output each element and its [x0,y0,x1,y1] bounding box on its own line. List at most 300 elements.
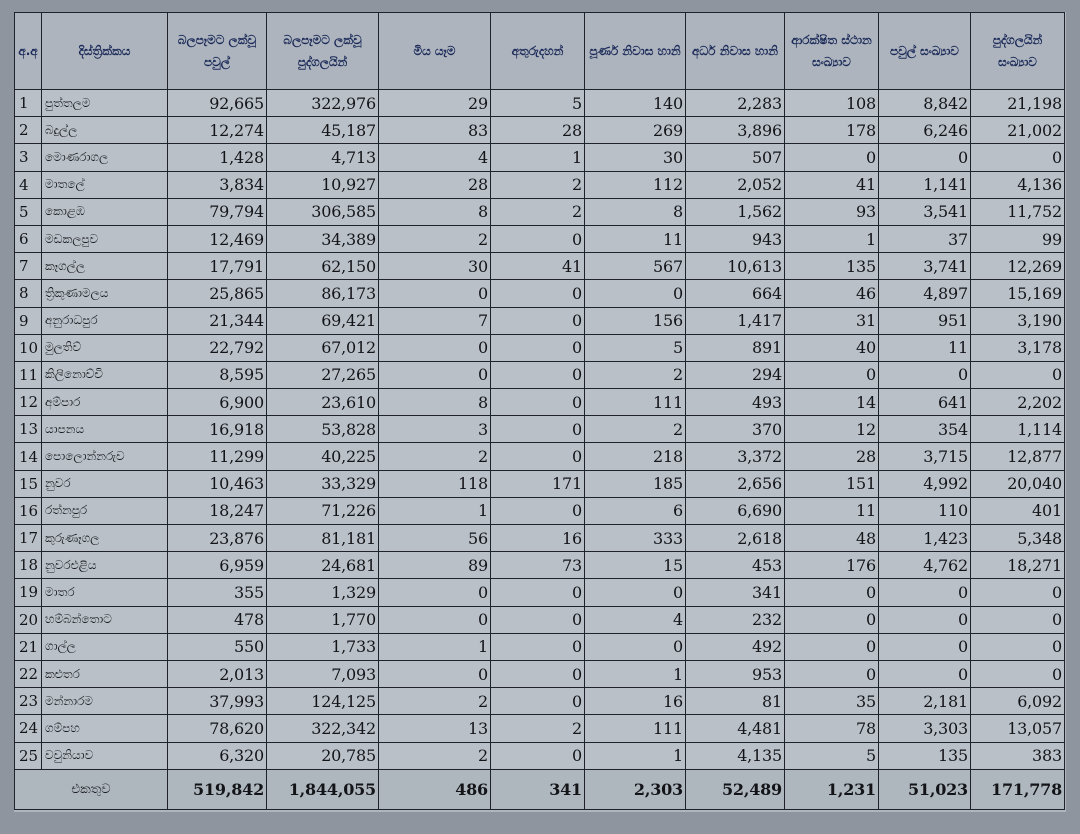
row-number-cell: 13 [15,416,42,443]
houses-partially-damaged-cell: 507 [686,144,785,171]
sheltered-persons-cell: 12,877 [971,443,1065,470]
header-missing: අතුරුදහන් [491,13,585,90]
missing-cell: 0 [491,361,585,388]
houses-fully-damaged-cell: 1 [585,742,686,770]
sheltered-persons-cell: 15,169 [971,280,1065,307]
affected-persons-cell: 33,329 [267,470,379,497]
row-number-cell: 12 [15,389,42,416]
affected-families-cell: 478 [168,606,267,633]
sheltered-persons-cell: 3,178 [971,334,1065,361]
safe-locations-cell: 178 [785,117,879,144]
missing-cell: 0 [491,633,585,660]
district-name-cell: අනුරාධපුර [42,307,168,334]
affected-persons-cell: 69,421 [267,307,379,334]
total-cell: 341 [491,770,585,810]
total-cell: 51,023 [879,770,971,810]
sheltered-persons-cell: 383 [971,742,1065,770]
sheltered-persons-cell: 0 [971,144,1065,171]
table-row [15,144,1065,171]
safe-locations-cell: 5 [785,742,879,770]
total-cell: 1,231 [785,770,879,810]
header-serial: අ.අ [15,13,42,90]
sheltered-families-cell: 2,181 [879,688,971,715]
row-number-cell: 3 [15,144,42,171]
safe-locations-cell: 0 [785,633,879,660]
header-houses-fully-damaged: පූර්ණ නිවාස හානි [585,13,686,90]
row-number-cell: 22 [15,660,42,687]
deaths-cell: 0 [379,361,491,388]
missing-cell: 0 [491,225,585,252]
safe-locations-cell: 0 [785,660,879,687]
table-row [15,117,1065,144]
affected-families-cell: 18,247 [168,497,267,524]
affected-families-cell: 355 [168,579,267,606]
affected-persons-cell: 24,681 [267,552,379,579]
affected-families-cell: 6,959 [168,552,267,579]
sheltered-families-cell: 951 [879,307,971,334]
district-name-cell: පුත්තලම [42,90,168,117]
sheltered-persons-cell: 18,271 [971,552,1065,579]
sheltered-families-cell: 0 [879,579,971,606]
houses-fully-damaged-cell: 218 [585,443,686,470]
sheltered-persons-cell: 0 [971,361,1065,388]
missing-cell: 0 [491,606,585,633]
deaths-cell: 89 [379,552,491,579]
sheltered-families-cell: 4,897 [879,280,971,307]
safe-locations-cell: 135 [785,253,879,280]
deaths-cell: 29 [379,90,491,117]
deaths-cell: 3 [379,416,491,443]
affected-families-cell: 79,794 [168,198,267,225]
deaths-cell: 7 [379,307,491,334]
sheltered-families-cell: 0 [879,144,971,171]
missing-cell: 16 [491,525,585,552]
sheltered-persons-cell: 12,269 [971,253,1065,280]
table-row [15,334,1065,361]
missing-cell: 73 [491,552,585,579]
sheltered-families-cell: 641 [879,389,971,416]
district-name-cell: අම්පාර [42,389,168,416]
deaths-cell: 83 [379,117,491,144]
houses-partially-damaged-cell: 943 [686,225,785,252]
houses-partially-damaged-cell: 2,656 [686,470,785,497]
missing-cell: 0 [491,280,585,307]
sheltered-families-cell: 3,715 [879,443,971,470]
deaths-cell: 0 [379,579,491,606]
table-row [15,307,1065,334]
affected-families-cell: 12,274 [168,117,267,144]
district-name-cell: ත්‍රිකුණාමලය [42,280,168,307]
affected-families-cell: 3,834 [168,171,267,198]
houses-fully-damaged-cell: 5 [585,334,686,361]
affected-families-cell: 11,299 [168,443,267,470]
deaths-cell: 4 [379,144,491,171]
houses-fully-damaged-cell: 11 [585,225,686,252]
table-row [15,606,1065,633]
affected-families-cell: 2,013 [168,660,267,687]
sheltered-families-cell: 8,842 [879,90,971,117]
houses-partially-damaged-cell: 4,135 [686,742,785,770]
table-row [15,633,1065,660]
houses-partially-damaged-cell: 341 [686,579,785,606]
row-number-cell: 14 [15,443,42,470]
houses-fully-damaged-cell: 1 [585,660,686,687]
affected-families-cell: 550 [168,633,267,660]
table-row [15,361,1065,388]
deaths-cell: 0 [379,334,491,361]
table-row [15,742,1065,770]
district-name-cell: නුවර [42,470,168,497]
houses-fully-damaged-cell: 333 [585,525,686,552]
district-name-cell: ගාල්ල [42,633,168,660]
safe-locations-cell: 93 [785,198,879,225]
table-row [15,525,1065,552]
header-deaths: මිය යෑම [379,13,491,90]
table-row [15,253,1065,280]
row-number-cell: 24 [15,715,42,742]
deaths-cell: 0 [379,606,491,633]
affected-persons-cell: 322,342 [267,715,379,742]
table-row [15,443,1065,470]
district-name-cell: කෑගල්ල [42,253,168,280]
sheltered-persons-cell: 4,136 [971,171,1065,198]
district-name-cell: ගම්පහ [42,715,168,742]
safe-locations-cell: 0 [785,579,879,606]
affected-persons-cell: 23,610 [267,389,379,416]
affected-persons-cell: 53,828 [267,416,379,443]
sheltered-families-cell: 3,303 [879,715,971,742]
district-name-cell: පොලොන්නරුව [42,443,168,470]
table-row [15,389,1065,416]
safe-locations-cell: 0 [785,606,879,633]
affected-persons-cell: 67,012 [267,334,379,361]
affected-persons-cell: 34,389 [267,225,379,252]
sheltered-families-cell: 6,246 [879,117,971,144]
houses-partially-damaged-cell: 10,613 [686,253,785,280]
houses-fully-damaged-cell: 2 [585,361,686,388]
sheltered-persons-cell: 20,040 [971,470,1065,497]
affected-families-cell: 12,469 [168,225,267,252]
table-row [15,579,1065,606]
missing-cell: 0 [491,579,585,606]
sheltered-persons-cell: 6,092 [971,688,1065,715]
header-sheltered-persons: පුද්ගලයින් සංඛ්‍යාව [971,13,1065,90]
total-cell: 171,778 [971,770,1065,810]
district-name-cell: කළුතර [42,660,168,687]
table-row [15,90,1065,117]
district-name-cell: බදුල්ල [42,117,168,144]
affected-families-cell: 1,428 [168,144,267,171]
row-number-cell: 9 [15,307,42,334]
deaths-cell: 2 [379,443,491,470]
houses-fully-damaged-cell: 4 [585,606,686,633]
houses-fully-damaged-cell: 140 [585,90,686,117]
missing-cell: 0 [491,660,585,687]
district-name-cell: නුවරඑළිය [42,552,168,579]
sheltered-families-cell: 11 [879,334,971,361]
deaths-cell: 0 [379,280,491,307]
safe-locations-cell: 46 [785,280,879,307]
deaths-cell: 1 [379,633,491,660]
deaths-cell: 118 [379,470,491,497]
missing-cell: 0 [491,416,585,443]
row-number-cell: 18 [15,552,42,579]
sheltered-persons-cell: 21,198 [971,90,1065,117]
affected-persons-cell: 62,150 [267,253,379,280]
safe-locations-cell: 12 [785,416,879,443]
table-row [15,280,1065,307]
row-number-cell: 7 [15,253,42,280]
district-name-cell: කිලිනොච්චි [42,361,168,388]
houses-partially-damaged-cell: 3,896 [686,117,785,144]
houses-partially-damaged-cell: 2,618 [686,525,785,552]
houses-fully-damaged-cell: 0 [585,579,686,606]
total-cell: 52,489 [686,770,785,810]
houses-partially-damaged-cell: 2,283 [686,90,785,117]
sheltered-families-cell: 0 [879,606,971,633]
district-name-cell: වවුනියාව [42,742,168,770]
safe-locations-cell: 0 [785,361,879,388]
affected-families-cell: 23,876 [168,525,267,552]
sheltered-persons-cell: 2,202 [971,389,1065,416]
missing-cell: 2 [491,198,585,225]
sheltered-persons-cell: 1,114 [971,416,1065,443]
district-name-cell: යාපනය [42,416,168,443]
row-number-cell: 10 [15,334,42,361]
sheltered-families-cell: 3,541 [879,198,971,225]
houses-partially-damaged-cell: 1,562 [686,198,785,225]
affected-persons-cell: 124,125 [267,688,379,715]
affected-families-cell: 17,791 [168,253,267,280]
total-cell: 519,842 [168,770,267,810]
deaths-cell: 8 [379,198,491,225]
safe-locations-cell: 176 [785,552,879,579]
table-row [15,198,1065,225]
sheltered-families-cell: 0 [879,361,971,388]
affected-families-cell: 16,918 [168,416,267,443]
affected-persons-cell: 71,226 [267,497,379,524]
safe-locations-cell: 14 [785,389,879,416]
houses-fully-damaged-cell: 112 [585,171,686,198]
deaths-cell: 30 [379,253,491,280]
missing-cell: 2 [491,171,585,198]
row-number-cell: 5 [15,198,42,225]
missing-cell: 1 [491,144,585,171]
header-row [15,13,1065,90]
safe-locations-cell: 11 [785,497,879,524]
affected-persons-cell: 306,585 [267,198,379,225]
sheltered-families-cell: 3,741 [879,253,971,280]
total-row [15,770,1065,810]
houses-partially-damaged-cell: 891 [686,334,785,361]
deaths-cell: 2 [379,742,491,770]
table-row [15,688,1065,715]
deaths-cell: 8 [379,389,491,416]
houses-partially-damaged-cell: 453 [686,552,785,579]
header-houses-partially-damaged: අර්ධ නිවාස හානි [686,13,785,90]
row-number-cell: 23 [15,688,42,715]
row-number-cell: 16 [15,497,42,524]
houses-partially-damaged-cell: 4,481 [686,715,785,742]
header-sheltered-families: පවුල් සංඛ්‍යාව [879,13,971,90]
missing-cell: 0 [491,334,585,361]
row-number-cell: 21 [15,633,42,660]
safe-locations-cell: 78 [785,715,879,742]
houses-fully-damaged-cell: 185 [585,470,686,497]
houses-fully-damaged-cell: 2 [585,416,686,443]
sheltered-persons-cell: 0 [971,633,1065,660]
affected-families-cell: 6,320 [168,742,267,770]
row-number-cell: 11 [15,361,42,388]
houses-partially-damaged-cell: 2,052 [686,171,785,198]
affected-persons-cell: 45,187 [267,117,379,144]
sheltered-families-cell: 37 [879,225,971,252]
missing-cell: 41 [491,253,585,280]
safe-locations-cell: 0 [785,144,879,171]
deaths-cell: 56 [379,525,491,552]
district-name-cell: මුලතිව් [42,334,168,361]
houses-partially-damaged-cell: 81 [686,688,785,715]
missing-cell: 0 [491,497,585,524]
missing-cell: 0 [491,742,585,770]
houses-partially-damaged-cell: 294 [686,361,785,388]
houses-partially-damaged-cell: 232 [686,606,785,633]
missing-cell: 28 [491,117,585,144]
affected-persons-cell: 86,173 [267,280,379,307]
row-number-cell: 6 [15,225,42,252]
deaths-cell: 28 [379,171,491,198]
district-name-cell: මාතර [42,579,168,606]
affected-families-cell: 10,463 [168,470,267,497]
total-cell: 2,303 [585,770,686,810]
affected-persons-cell: 27,265 [267,361,379,388]
affected-persons-cell: 4,713 [267,144,379,171]
district-name-cell: කොළඹ [42,198,168,225]
district-name-cell: හම්බන්තොට [42,606,168,633]
sheltered-families-cell: 135 [879,742,971,770]
sheltered-persons-cell: 3,190 [971,307,1065,334]
deaths-cell: 2 [379,688,491,715]
houses-fully-damaged-cell: 16 [585,688,686,715]
affected-persons-cell: 322,976 [267,90,379,117]
header-safe-locations: ආරක්ෂිත ස්ථාන සංඛ්‍යාව [785,13,879,90]
houses-partially-damaged-cell: 492 [686,633,785,660]
sheltered-persons-cell: 0 [971,606,1065,633]
row-number-cell: 1 [15,90,42,117]
houses-partially-damaged-cell: 370 [686,416,785,443]
affected-families-cell: 25,865 [168,280,267,307]
houses-partially-damaged-cell: 6,690 [686,497,785,524]
sheltered-families-cell: 0 [879,633,971,660]
houses-partially-damaged-cell: 3,372 [686,443,785,470]
safe-locations-cell: 31 [785,307,879,334]
row-number-cell: 8 [15,280,42,307]
houses-fully-damaged-cell: 6 [585,497,686,524]
table-row [15,171,1065,198]
houses-fully-damaged-cell: 567 [585,253,686,280]
table-row [15,225,1065,252]
houses-fully-damaged-cell: 15 [585,552,686,579]
row-number-cell: 15 [15,470,42,497]
sheltered-families-cell: 4,762 [879,552,971,579]
houses-fully-damaged-cell: 111 [585,389,686,416]
houses-partially-damaged-cell: 1,417 [686,307,785,334]
row-number-cell: 4 [15,171,42,198]
affected-persons-cell: 20,785 [267,742,379,770]
affected-families-cell: 78,620 [168,715,267,742]
affected-families-cell: 21,344 [168,307,267,334]
district-name-cell: මාතලේ [42,171,168,198]
missing-cell: 0 [491,389,585,416]
deaths-cell: 2 [379,225,491,252]
safe-locations-cell: 28 [785,443,879,470]
safe-locations-cell: 151 [785,470,879,497]
table-row [15,497,1065,524]
district-name-cell: මොණරාගල [42,144,168,171]
row-number-cell: 20 [15,606,42,633]
disaster-statistics-table [14,12,1065,810]
district-name-cell: මන්නාරම [42,688,168,715]
district-name-cell: කුරුණෑගල [42,525,168,552]
sheltered-persons-cell: 99 [971,225,1065,252]
sheltered-families-cell: 1,423 [879,525,971,552]
sheltered-families-cell: 110 [879,497,971,524]
houses-fully-damaged-cell: 156 [585,307,686,334]
missing-cell: 2 [491,715,585,742]
missing-cell: 0 [491,307,585,334]
row-number-cell: 17 [15,525,42,552]
table-body [15,90,1065,770]
affected-families-cell: 37,993 [168,688,267,715]
affected-families-cell: 22,792 [168,334,267,361]
houses-fully-damaged-cell: 111 [585,715,686,742]
sheltered-persons-cell: 401 [971,497,1065,524]
houses-partially-damaged-cell: 493 [686,389,785,416]
district-name-cell: රත්නපුර [42,497,168,524]
sheltered-families-cell: 4,992 [879,470,971,497]
table-row [15,416,1065,443]
row-number-cell: 2 [15,117,42,144]
affected-persons-cell: 1,329 [267,579,379,606]
missing-cell: 0 [491,688,585,715]
houses-fully-damaged-cell: 30 [585,144,686,171]
total-label: එකතුව [15,770,168,810]
total-cell: 1,844,055 [267,770,379,810]
affected-persons-cell: 1,770 [267,606,379,633]
table-row [15,660,1065,687]
sheltered-persons-cell: 13,057 [971,715,1065,742]
safe-locations-cell: 35 [785,688,879,715]
houses-partially-damaged-cell: 953 [686,660,785,687]
houses-partially-damaged-cell: 664 [686,280,785,307]
houses-fully-damaged-cell: 269 [585,117,686,144]
affected-persons-cell: 7,093 [267,660,379,687]
houses-fully-damaged-cell: 0 [585,280,686,307]
safe-locations-cell: 41 [785,171,879,198]
houses-fully-damaged-cell: 0 [585,633,686,660]
affected-persons-cell: 40,225 [267,443,379,470]
affected-families-cell: 92,665 [168,90,267,117]
missing-cell: 171 [491,470,585,497]
row-number-cell: 19 [15,579,42,606]
safe-locations-cell: 108 [785,90,879,117]
sheltered-families-cell: 0 [879,660,971,687]
safe-locations-cell: 48 [785,525,879,552]
total-cell: 486 [379,770,491,810]
affected-persons-cell: 1,733 [267,633,379,660]
header-district: දිස්ත්‍රික්කය [42,13,168,90]
district-name-cell: මඩකලපුව [42,225,168,252]
